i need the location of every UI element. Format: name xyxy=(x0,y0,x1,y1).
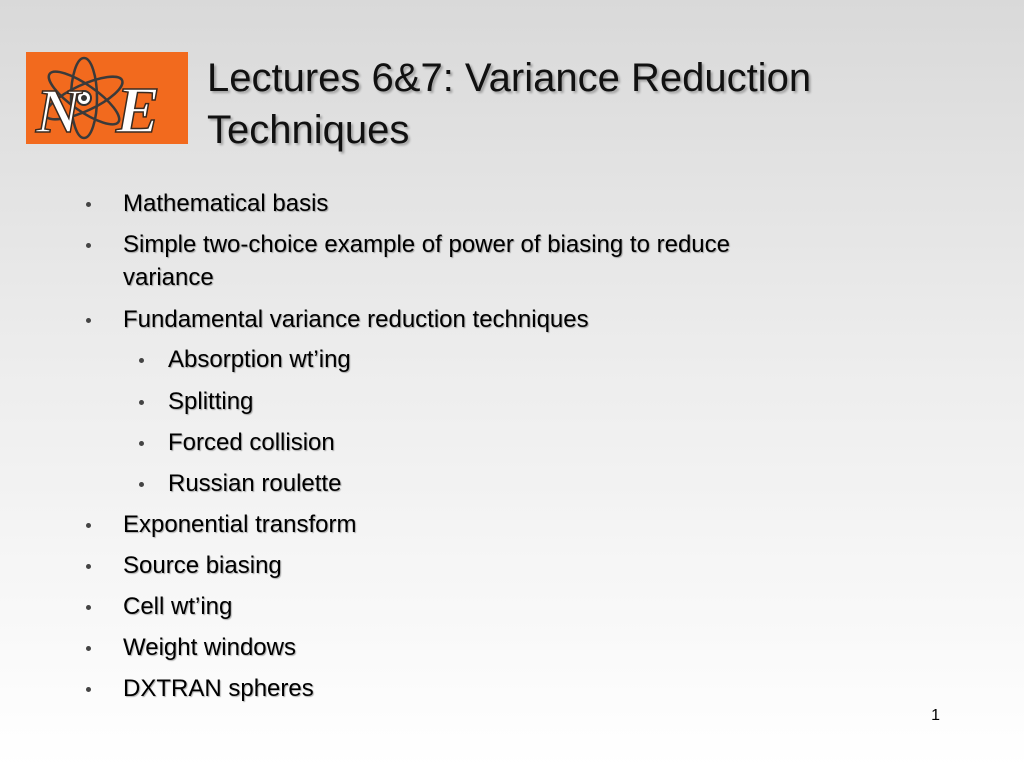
bullet-item xyxy=(123,672,883,706)
bullet-text: Exponential transform xyxy=(123,511,357,538)
sub-bullet-item xyxy=(168,385,868,419)
bullet-text: Russian roulette xyxy=(168,470,342,497)
bullet-dot-icon xyxy=(139,441,144,446)
atom-ne-logo-icon xyxy=(26,52,188,144)
bullet-text: Source biasing xyxy=(123,552,282,579)
bullet-text: Absorption wt’ing xyxy=(168,346,351,373)
bullet-text: DXTRAN spheres xyxy=(123,675,314,702)
bullet-dot-icon xyxy=(139,400,144,405)
bullet-item xyxy=(123,590,883,624)
bullet-dot-icon xyxy=(139,482,144,487)
title-line-2: Techniques xyxy=(207,108,410,152)
bullet-item xyxy=(123,187,883,221)
bullet-text: variance xyxy=(123,264,214,291)
bullet-dot-icon xyxy=(86,523,91,528)
bullet-item xyxy=(123,549,883,583)
bullet-dot-icon xyxy=(139,358,144,363)
slide-title xyxy=(207,52,987,156)
sub-bullet-item xyxy=(168,467,868,501)
svg-text:E: E xyxy=(116,74,161,144)
sub-bullet-item xyxy=(168,426,868,460)
sub-bullet-item xyxy=(168,343,868,377)
bullet-text: Weight windows xyxy=(123,634,296,661)
bullet-text: Forced collision xyxy=(168,429,335,456)
bullet-text: Splitting xyxy=(168,388,254,415)
bullet-item xyxy=(123,228,883,262)
bullet-dot-icon xyxy=(86,564,91,569)
bullet-dot-icon xyxy=(86,646,91,651)
page-number: 1 xyxy=(931,707,940,724)
title-line-1: Lectures 6&7: Variance Reduction xyxy=(207,56,812,100)
bullet-text: Cell wt’ing xyxy=(123,593,233,620)
bullet-item xyxy=(123,508,883,542)
bullet-dot-icon xyxy=(86,605,91,610)
bullet-text: Mathematical basis xyxy=(123,190,329,217)
bullet-dot-icon xyxy=(86,318,91,323)
bullet-text: Fundamental variance reduction techniques xyxy=(123,306,589,333)
bullet-dot-icon xyxy=(86,687,91,692)
bullet-item xyxy=(123,303,883,337)
bullet-item-continuation xyxy=(123,261,883,295)
bullet-item xyxy=(123,631,883,665)
bullet-dot-icon xyxy=(86,243,91,248)
bullet-dot-icon xyxy=(86,202,91,207)
svg-text:N: N xyxy=(36,78,81,144)
bullet-text: Simple two-choice example of power of biasing to reduce xyxy=(123,231,730,258)
